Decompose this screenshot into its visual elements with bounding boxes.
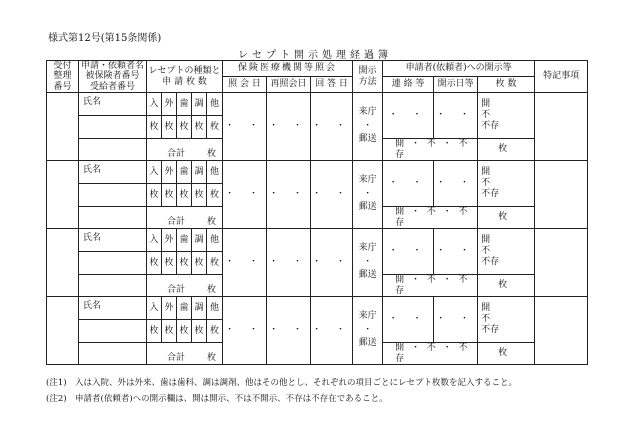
count-inpatient[interactable]: 枚: [147, 252, 162, 275]
disclose-date-cell[interactable]: ・ ・: [434, 93, 478, 139]
notes: [46, 375, 517, 407]
header-inquiry-date: 照 会 日: [223, 77, 267, 93]
reinquiry-date-cell[interactable]: ・ ・: [267, 229, 311, 297]
disclosure-result-cell[interactable]: 開 ・ 不 ・ 不 存: [383, 207, 478, 229]
inquiry-date-cell[interactable]: ・ ・: [223, 229, 267, 297]
note-2: (注2) 申請者(依頼者)への開示欄は、開は開示、不は不開示、不存は不存在であること。: [46, 394, 388, 404]
disclosure-status-cell[interactable]: 開 不 不存: [478, 297, 535, 343]
record-row-4: [47, 297, 588, 320]
type-pharmacy-label: 調: [192, 161, 207, 184]
disclosure-result-cell[interactable]: 開 ・ 不 ・ 不 存: [383, 343, 478, 365]
record-row-3: [47, 229, 588, 252]
header-applicant: 申請・依頼者名 被保険者番号 受給者番号: [79, 61, 147, 93]
count-dental[interactable]: 枚: [177, 184, 192, 207]
count-other[interactable]: 枚: [207, 252, 223, 275]
method-cell[interactable]: 来庁 ・ 郵送: [353, 161, 383, 229]
answer-date-cell[interactable]: ・ ・: [311, 229, 353, 297]
disclosure-result-cell[interactable]: 開 ・ 不 ・ 不 存: [383, 275, 478, 297]
count-pharmacy[interactable]: 枚: [192, 184, 207, 207]
count-outpatient[interactable]: 枚: [162, 116, 177, 139]
applicant-name-cell[interactable]: 氏名: [79, 229, 147, 252]
disclosure-status-cell[interactable]: 開 不 不存: [478, 229, 535, 275]
type-inpatient-label: 入: [147, 93, 162, 116]
type-pharmacy-label: 調: [192, 297, 207, 320]
type-dental-label: 歯: [177, 161, 192, 184]
header-reinquiry-date: 再照会日: [267, 77, 311, 93]
count-dental[interactable]: 枚: [177, 116, 192, 139]
answer-date-cell[interactable]: ・ ・: [311, 297, 353, 365]
disclose-date-cell[interactable]: ・ ・: [434, 229, 478, 275]
applicant-name-cell[interactable]: 氏名: [79, 93, 147, 116]
receipt-disclosure-ledger: [46, 60, 588, 365]
type-dental-label: 歯: [177, 93, 192, 116]
record-number-cell[interactable]: [47, 297, 79, 365]
disclosure-result-cell[interactable]: 開 ・ 不 ・ 不 存: [383, 139, 478, 161]
type-outpatient-label: 外: [162, 229, 177, 252]
disclose-date-cell[interactable]: ・ ・: [434, 161, 478, 207]
type-inpatient-label: 入: [147, 297, 162, 320]
type-other-label: 他: [207, 297, 223, 320]
count-outpatient[interactable]: 枚: [162, 320, 177, 343]
remarks-cell[interactable]: [535, 229, 588, 297]
count-outpatient[interactable]: 枚: [162, 184, 177, 207]
count-other[interactable]: 枚: [207, 184, 223, 207]
type-outpatient-label: 外: [162, 93, 177, 116]
contact-cell[interactable]: ・ ・: [383, 297, 434, 343]
pages-count-cell[interactable]: 枚: [478, 343, 535, 365]
count-other[interactable]: 枚: [207, 116, 223, 139]
insured-number-cell[interactable]: [79, 184, 147, 207]
contact-cell[interactable]: ・ ・: [383, 229, 434, 275]
header-receipt-number: 受付 整理 番号: [47, 61, 79, 93]
inquiry-date-cell[interactable]: ・ ・: [223, 161, 267, 229]
type-other-label: 他: [207, 229, 223, 252]
type-outpatient-label: 外: [162, 297, 177, 320]
count-dental[interactable]: 枚: [177, 320, 192, 343]
type-pharmacy-label: 調: [192, 93, 207, 116]
count-pharmacy[interactable]: 枚: [192, 116, 207, 139]
count-outpatient[interactable]: 枚: [162, 252, 177, 275]
header-method: 開示 方法: [353, 61, 383, 93]
header-pages: 枚 数: [478, 77, 535, 93]
header-contact: 連 絡 等: [383, 77, 434, 93]
contact-cell[interactable]: ・ ・: [383, 93, 434, 139]
answer-date-cell[interactable]: ・ ・: [311, 93, 353, 161]
remarks-cell[interactable]: [535, 297, 588, 365]
count-other[interactable]: 枚: [207, 320, 223, 343]
recipient-number-cell[interactable]: [79, 275, 147, 297]
disclosure-status-cell[interactable]: 開 不 不存: [478, 161, 535, 207]
type-inpatient-label: 入: [147, 161, 162, 184]
insured-number-cell[interactable]: [79, 320, 147, 343]
remarks-cell[interactable]: [535, 161, 588, 229]
count-inpatient[interactable]: 枚: [147, 184, 162, 207]
count-dental[interactable]: 枚: [177, 252, 192, 275]
method-cell[interactable]: 来庁 ・ 郵送: [353, 229, 383, 297]
header-remarks: 特記事項: [535, 61, 588, 93]
record-number-cell[interactable]: [47, 93, 79, 161]
recipient-number-cell[interactable]: [79, 207, 147, 229]
note-1: (注1) 入は入院、外は外来、歯は歯科、調は調剤、他はその他とし、それぞれの項目ごとにレセプト枚数を記入すること。: [46, 378, 518, 388]
form-number: 様式第12号(第15条関係): [48, 33, 162, 44]
record-number-cell[interactable]: [47, 161, 79, 229]
remarks-cell[interactable]: [535, 93, 588, 161]
method-cell[interactable]: 来庁 ・ 郵送: [353, 297, 383, 365]
record-row-2: [47, 161, 588, 184]
header-receipt-type: レセプトの種類と 申 請 枚 数: [147, 61, 223, 93]
applicant-name-cell[interactable]: 氏名: [79, 297, 147, 320]
type-other-label: 他: [207, 93, 223, 116]
insured-number-cell[interactable]: [79, 252, 147, 275]
pages-count-cell[interactable]: 枚: [478, 207, 535, 229]
header-answer-date: 回 答 日: [311, 77, 353, 93]
pages-count-cell[interactable]: 枚: [478, 139, 535, 161]
header-disclosure: 申請者(依頼者)への開示等: [383, 61, 535, 77]
reinquiry-date-cell[interactable]: ・ ・: [267, 297, 311, 365]
total-cell[interactable]: 合計 枚: [147, 139, 223, 161]
applicant-name-cell[interactable]: 氏名: [79, 161, 147, 184]
count-inpatient[interactable]: 枚: [147, 320, 162, 343]
header-inquiry: 保険医療機関等照会: [223, 61, 353, 77]
total-cell[interactable]: 合計 枚: [147, 343, 223, 365]
count-pharmacy[interactable]: 枚: [192, 320, 207, 343]
answer-date-cell[interactable]: ・ ・: [311, 161, 353, 229]
recipient-number-cell[interactable]: [79, 139, 147, 161]
pages-count-cell[interactable]: 枚: [478, 275, 535, 297]
disclose-date-cell[interactable]: ・ ・: [434, 297, 478, 343]
count-pharmacy[interactable]: 枚: [192, 252, 207, 275]
total-cell[interactable]: 合計 枚: [147, 275, 223, 297]
disclosure-status-cell[interactable]: 開 不 不存: [478, 93, 535, 139]
type-dental-label: 歯: [177, 229, 192, 252]
reinquiry-date-cell[interactable]: ・ ・: [267, 93, 311, 161]
header-disclose-date: 開示日等: [434, 77, 478, 93]
record-number-cell[interactable]: [47, 229, 79, 297]
type-pharmacy-label: 調: [192, 229, 207, 252]
inquiry-date-cell[interactable]: ・ ・: [223, 297, 267, 365]
contact-cell[interactable]: ・ ・: [383, 161, 434, 207]
insured-number-cell[interactable]: [79, 116, 147, 139]
type-outpatient-label: 外: [162, 161, 177, 184]
type-inpatient-label: 入: [147, 229, 162, 252]
method-cell[interactable]: 来庁 ・ 郵送: [353, 93, 383, 161]
inquiry-date-cell[interactable]: ・ ・: [223, 93, 267, 161]
type-dental-label: 歯: [177, 297, 192, 320]
total-cell[interactable]: 合計 枚: [147, 207, 223, 229]
recipient-number-cell[interactable]: [79, 343, 147, 365]
type-other-label: 他: [207, 161, 223, 184]
record-row-1: [47, 93, 588, 116]
page-title: レセプト開示処理経過簿: [238, 50, 392, 61]
reinquiry-date-cell[interactable]: ・ ・: [267, 161, 311, 229]
count-inpatient[interactable]: 枚: [147, 116, 162, 139]
